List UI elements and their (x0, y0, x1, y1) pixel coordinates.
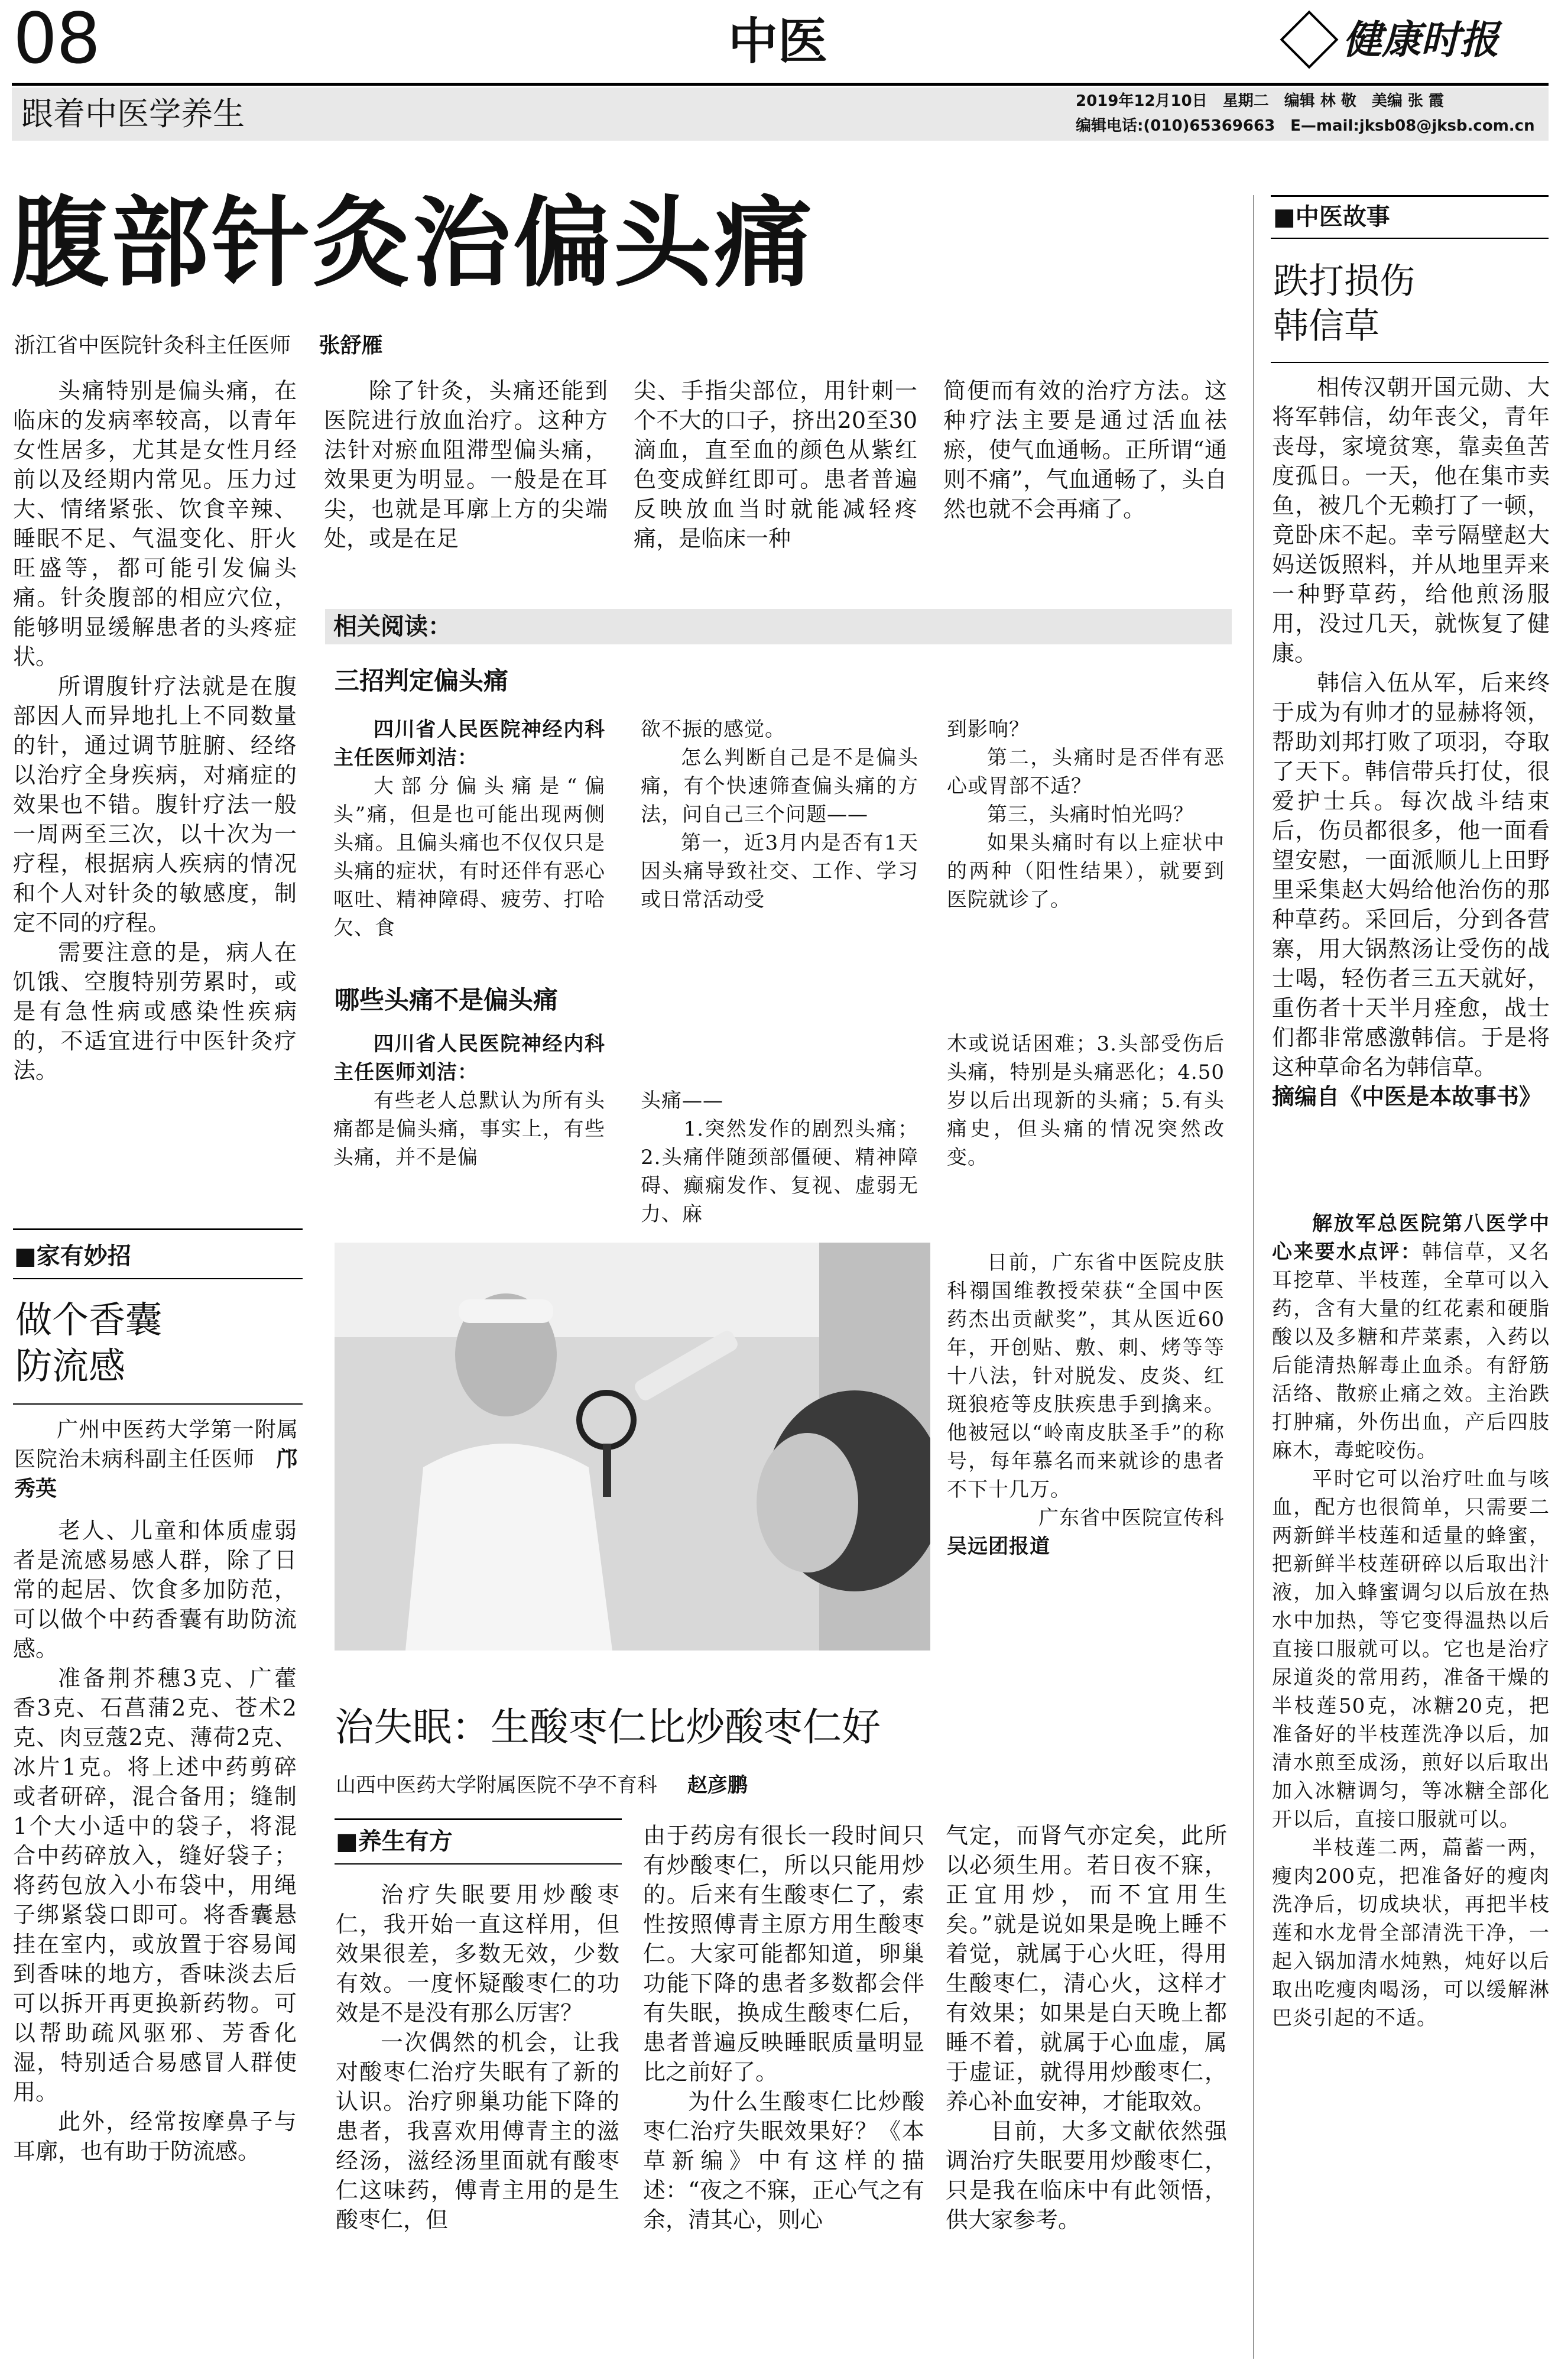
insomnia-col1-para-1: 治疗失眠要用炒酸枣仁，我开始一直这样用，但效果很差，多数无效，少数有效。一度怀疑酸枣仁的功效是不是没有那么厉害？ (336, 1882, 619, 2026)
related-sub1-col3d: 如果头痛时有以上症状中的两种（阳性结果），就要到医院就诊了。 (947, 831, 1225, 912)
story-tag-rule (1271, 238, 1549, 239)
main-col-2 (324, 376, 608, 553)
story-expert-lead: 解放军总医院第八医学中心来要水点评： (1272, 1212, 1550, 1264)
jiayou-title-rule (13, 1403, 303, 1405)
story-title-rule (1271, 362, 1549, 363)
logo-emblem-icon (1280, 11, 1339, 69)
jiayou-body (13, 1516, 297, 2166)
newspaper-logo (1288, 17, 1549, 64)
related-sub2-byline: 四川省人民医院神经内科主任医师刘洁： (333, 1032, 605, 1084)
story-tag-text: 中医故事 (1295, 203, 1390, 231)
story-source: 摘编自《中医是本故事书》 (1272, 1083, 1542, 1110)
related-header: 相关阅读： (325, 609, 1232, 644)
related-sub2-col2-text: 头痛—— 1.突然发作的剧烈头痛；2.头痛伴随颈部僵硬、精神障碍、癫痫发作、复视、虚弱无力、麻 (641, 1089, 918, 1226)
jiayou-byline-org: 广州中医药大学第一附属医院治未病科副主任医师 邝秀英 (14, 1418, 298, 1501)
insomnia-col2-para-2: 为什么生酸枣仁比炒酸枣仁治疗失眠效果好？《本草新编》中有这样的描述：“夜之不寐，正心气之有余，清其心，则心 (643, 2089, 924, 2233)
insomnia-tag-text: 养生有方 (358, 1828, 453, 1855)
insomnia-byline (336, 1771, 748, 1799)
story-para-2: 韩信入伍从军，后来终于成为有帅才的显赫将领，帮助刘邦打败了项羽，夺取了天下。韩信带兵打仗，很爱护士兵。每次战斗结束后，伤员都很多，他一面看望安慰，一面派顺儿上田野里采集赵大妈给他治伤的那种草药。采回后，分到各营寨，用大锅熬汤让受伤的战士喝，轻伤者三五天就好，重伤者十天半月痊愈，战士们都非常感激韩信。于是将这种草命名为韩信草。 (1272, 670, 1550, 1080)
story-square-icon: ■ (1273, 203, 1296, 231)
jiayou-tag-text: 家有妙招 (36, 1243, 131, 1270)
jiayou-title-line1: 做个香囊 (15, 1298, 163, 1341)
main-col4-text: 简便而有效的治疗方法。这种疗法主要是通过活血祛瘀，使气血通畅。正所谓“通则不痛”，气血通畅了，头自然也就不会再痛了。 (943, 378, 1227, 522)
main-col2-text: 除了针灸，头痛还能到医院进行放血治疗。这种方法针对瘀血阻滞型偏头痛，效果更为明显。一般是在耳尖，也就是耳廓上方的尖端处，或是在足 (324, 378, 608, 552)
masthead-rule (12, 83, 1549, 86)
insomnia-col-1 (336, 1880, 619, 2235)
logo-text: 健康时报 (1343, 17, 1499, 63)
related-sub1-col3c: 第三，头痛时怕光吗？ (987, 803, 1194, 826)
insomnia-col-3 (946, 1821, 1227, 2235)
photo-caption (947, 1249, 1225, 1561)
related-sub2-col3-text: 木或说话困难；3.头部受伤后头痛，特别是头痛恶化；4.50岁以后出现新的头痛；5.有头痛史，但头痛的情况突然改变。 (947, 1032, 1225, 1169)
insomnia-square-icon: ■ (336, 1828, 358, 1855)
photo-credit-name: 吴远团报道 (947, 1535, 1050, 1558)
main-col-4 (943, 376, 1227, 524)
section-title: 中医 (728, 12, 828, 70)
story-title (1273, 259, 1415, 349)
insomnia-col3-para-1: 气定，而肾气亦定矣，此所以必须生用。若日夜不寐，正宜用炒，而不宜用生矣。”就是说如果是晚上睡不着觉，就属于心火旺，得用生酸枣仁，清心火，这样才有效果；如果是白天晚上都睡不着，就属于心血虚，属于虚证，就得用炒酸枣仁，养心补血安神，才能取效。 (946, 1823, 1227, 2115)
main-col-3 (634, 376, 917, 553)
related-sub1-byline: 四川省人民医院神经内科主任医师刘洁： (333, 718, 605, 770)
contact-line: 编辑电话:(010)65369663 E—mail:jksb08@jksb.com.cn (1076, 117, 1535, 135)
insomnia-col3-para-2: 目前，大多文献依然强调治疗失眠要用炒酸枣仁，只是我在临床中有此领悟，供大家参考。 (946, 2118, 1227, 2233)
main-para-3: 需要注意的是，病人在饥饿、空腹特别劳累时，或是有急性病或感染性疾病的，不适宜进行中医针灸疗法。 (13, 939, 297, 1084)
insomnia-col1-para-2: 一次偶然的机会，让我对酸枣仁治疗失眠有了新的认识。治疗卵巢功能下降的患者，我喜欢用傅青主的滋经汤，滋经汤里面就有酸枣仁这味药，傅青主用的是生酸枣仁，但 (336, 2029, 619, 2233)
main-col-1 (13, 376, 297, 1085)
jiayou-para-3: 此外，经常按摩鼻子与耳廓，也有助于防流感。 (13, 2109, 297, 2164)
story-expert-text (1272, 1210, 1550, 1465)
story-body (1272, 372, 1550, 1111)
related-sub2-col1-text: 有些老人总默认为所有头痛都是偏头痛，事实上，有些头痛，并不是偏 (333, 1089, 605, 1169)
story-left-rule (1253, 195, 1254, 2359)
main-byline (14, 331, 382, 361)
main-byline-name: 张舒雁 (319, 333, 383, 358)
main-para-2: 所谓腹针疗法就是在腹部因人而异地扎上不同数量的针，通过调节脏腑、经络以治疗全身疾病，对痛症的效果也不错。腹针疗法一般一周两至三次，以十次为一疗程，根据病人疾病的情况和个人对针灸的敏感度，制定不同的疗程。 (13, 673, 297, 936)
main-headline: 腹部针灸治偏头痛 (11, 186, 814, 301)
insomnia-col2-para-1: 由于药房有很长一段时间只有炒酸枣仁，所以只能用炒的。后来有生酸枣仁了，索性按照傅青主原方用生酸枣仁。大家可能都知道，卵巢功能下降的患者多数都会伴有失眠，换成生酸枣仁后，患者普遍反映睡眠质量明显比之前好了。 (643, 1823, 924, 2085)
jiayou-title (15, 1297, 162, 1389)
related-sub1-col2b: 怎么判断自己是不是偏头痛，有个快速筛查偏头痛的方法，问自己三个问题—— (641, 746, 918, 826)
jiayou-tag (14, 1239, 131, 1273)
jiayou-title-line2: 防流感 (15, 1344, 126, 1387)
page-number: 08 (13, 0, 100, 79)
related-sub1-col3 (947, 715, 1225, 914)
story-para-1: 相传汉朝开国元勋、大将军韩信，幼年丧父，青年丧母，家境贫寒，靠卖鱼苦度孤日。一天，他在集市卖鱼，被几个无赖打了一顿，竟卧床不起。幸亏隔壁赵大妈送饭照料，并从地里弄来一种野草药，给他煎汤服用，没过几天，就恢复了健康。 (1272, 374, 1550, 666)
jiayou-tag-rule (13, 1278, 303, 1279)
jiayou-para-1: 老人、儿童和体质虚弱者是流感易感人群，除了日常的起居、饮食多加防范，可以做个中药香囊有助防流感。 (13, 1518, 297, 1662)
related-sub1-col2c: 第一，近3月内是否有1天因头痛导致社交、工作、学习或日常活动受 (641, 831, 918, 912)
jiayou-byline-name: 邝秀英 (14, 1447, 298, 1501)
main-byline-org: 浙江省中医院针灸科主任医师 (14, 333, 291, 358)
related-sub2-col3 (947, 1030, 1225, 1172)
related-sub1-col2a: 欲不振的感觉。 (641, 718, 786, 741)
story-para-4: 半枝莲二两，萹蓄一两，瘦肉200克，把准备好的瘦肉洗净后，切成块状，再把半枝莲和水龙骨全部清洗干净，一起入锅加清水炖熟，炖好以后取出吃瘦肉喝汤，可以缓解淋巴炎引起的不适。 (1272, 1836, 1550, 2030)
news-photo (335, 1243, 930, 1651)
photo-caption-text: 日前，广东省中医院皮肤科禤国维教授荣获“全国中医药杰出贡献奖”，其从医近60年，开创贴、敷、刺、烤等等十八法，针对脱发、皮炎、红斑狼疮等皮肤疾患手到擒来。他被冠以“岭南皮肤圣手”的称号，每年慕名而来就诊的患者不下十几万。 (947, 1251, 1225, 1502)
column-title: 跟着中医学养生 (21, 95, 245, 132)
story-expert-body: 韩信草，又名耳挖草、半枝莲，全草可以入药，含有大量的红花素和硬脂酸以及多糖和芹菜素，入药以后能清热解毒止血杀。有舒筋活络、散瘀止痛之效。主治跌打肿痛，外伤出血，产后四肢麻木，毒蛇咬伤。 (1272, 1240, 1550, 1463)
related-sub1: 三招判定偏头痛 (335, 666, 509, 695)
main-para-1: 头痛特别是偏头痛，在临床的发病率较高，以青年女性居多，尤其是女性月经前以及经期内常见。压力过大、情绪紧张、饮食辛辣、睡眠不足、气温变化、肝火旺盛等，都可能引发偏头痛。针灸腹部的相应穴位，能够明显缓解患者的头疼症状。 (13, 378, 297, 670)
story-title-line1: 跌打损伤 (1273, 261, 1415, 302)
jiayou-top-rule (13, 1228, 303, 1230)
story-expert (1272, 1210, 1550, 2032)
jiayou-para-2: 准备荆芥穗3克、广藿香3克、石菖蒲2克、苍术2克、肉豆蔻2克、薄荷2克、冰片1克。将上述中药剪碎或者研碎，混合备用；缝制1个大小适中的袋子，将混合中药碎放入，缝好袋子；将药包放入小布袋中，用绳子绑紧袋口即可。将香囊悬挂在室内，或放置于容易闻到香味的地方，香味淡去后可以拆开再更换新药物。可以帮助疏风驱邪、芳香化湿，特别适合易感冒人群使用。 (13, 1665, 297, 2105)
related-sub1-col3b: 第二，头痛时是否伴有恶心或胃部不适？ (947, 746, 1225, 798)
insomnia-tag (336, 1824, 453, 1859)
date-line: 2019年12月10日 星期二 编辑 林 敬 美编 张 霞 (1076, 92, 1444, 110)
story-tag (1273, 200, 1390, 234)
related-sub2: 哪些头痛不是偏头痛 (335, 985, 559, 1014)
jiayou-square-icon: ■ (14, 1243, 37, 1270)
related-sub1-col3a: 到影响？ (947, 718, 1030, 741)
insomnia-col-2 (643, 1821, 924, 2235)
story-title-line2: 韩信草 (1273, 306, 1380, 347)
insomnia-byline-org: 山西中医药大学附属医院不孕不育科 (336, 1773, 657, 1797)
insomnia-headline: 治失眠：生酸枣仁比炒酸枣仁好 (335, 1704, 881, 1750)
related-sub1-col2 (641, 715, 918, 914)
related-sub1-col1 (333, 715, 605, 942)
related-sub2-col1 (333, 1030, 605, 1172)
insomnia-byline-name: 赵彦鹏 (687, 1773, 748, 1797)
jiayou-byline (14, 1415, 298, 1504)
insomnia-tag-bottom-rule (335, 1863, 622, 1865)
insomnia-tag-top-rule (335, 1818, 622, 1820)
photo-doctor-examining-patient (335, 1243, 930, 1651)
related-sub1-col1-text: 大部分偏头痛是“偏头”痛，但是也可能出现两侧头痛。且偏头痛也不仅仅只是头痛的症状，有时还伴有恶心呕吐、精神障碍、疲劳、打哈欠、食 (333, 774, 605, 940)
related-sub2-col2 (641, 1030, 918, 1257)
photo-credit-org: 广东省中医院宣传科 (1038, 1506, 1225, 1530)
main-col3-text: 尖、手指尖部位，用针刺一个不大的口子，挤出20至30滴血，直至血的颜色从紫红色变成鲜红即可。患者普遍反映放血当时就能减轻疼痛，是临床一种 (634, 378, 917, 552)
story-top-rule (1271, 195, 1549, 197)
story-para-3: 平时它可以治疗吐血与咳血，配方也很简单，只需要二两新鲜半枝莲和适量的蜂蜜，把新鲜半枝莲研碎以后取出汁液，加入蜂蜜调匀以后放在热水中加热，等它变得温热以后直接口服就可以。它也是治疗尿道炎的常用药，准备干燥的半枝莲50克，冰糖20克，把准备好的半枝莲洗净以后，加清水煎至成汤，煎好以后取出加入冰糖调匀，等冰糖全部化开以后，直接口服就可以。 (1272, 1467, 1550, 1831)
